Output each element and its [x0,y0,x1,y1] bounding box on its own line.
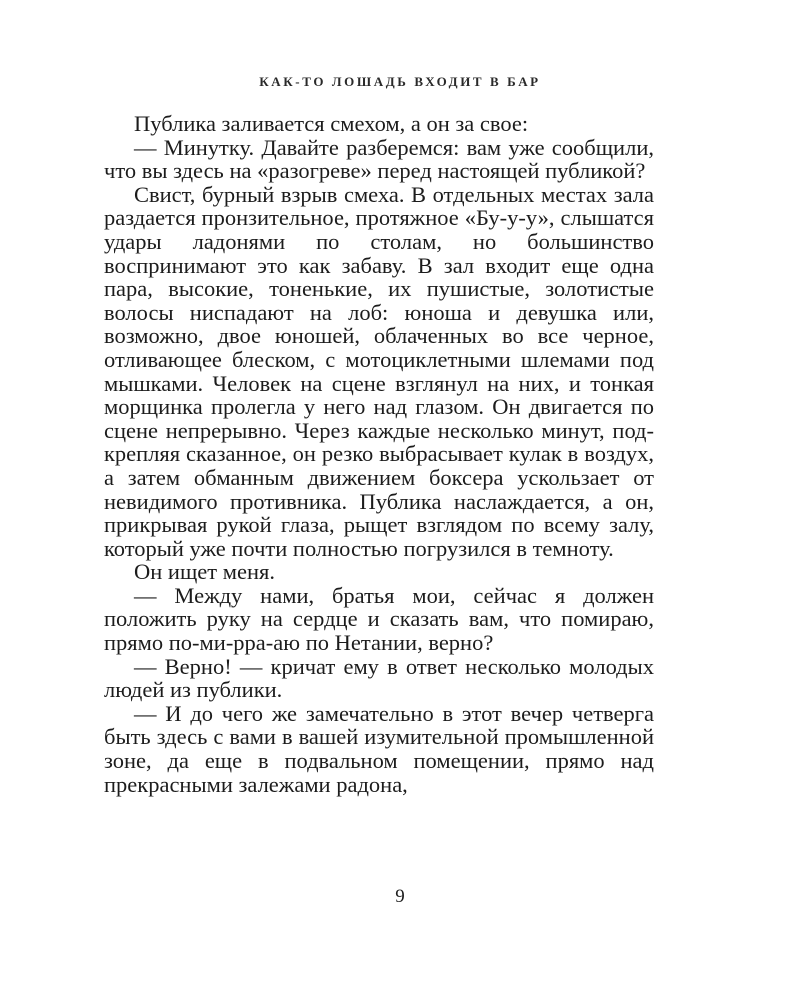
paragraph-2: — Минутку. Давайте разберемся: вам уже сообщили, что вы здесь на «разогреве» перед настоящей публикой? [104,134,654,184]
paragraph-4: Он ищет меня. [134,559,275,585]
page-number: 9 [395,886,405,907]
running-title: КАК-ТО ЛОШАДЬ ВХОДИТ В БАР [259,74,541,89]
paragraph-5: — Между нами, братья мои, сейчас я должен положить руку на сердце и сказать вам, что помираю, прямо по-ми-рра-аю по Нетании, верно? [104,582,654,656]
paragraph-6: — Верно! — кричат ему в ответ несколько молодых людей из публики. [104,653,654,703]
paragraph-1: Публика заливается смехом, а он за свое: [134,111,529,136]
page-text [104,112,654,796]
paragraph-7: — И до чего же замечательно в этот вечер четверга быть здесь с вами в вашей изумительной промышленной зоне, да еще в подвальном помещении, прямо над прекрасными залежами радона, [104,700,654,797]
paragraph-3: Свист, бурный взрыв смеха. В отдельных местах зала раздается пронзительное, протяжное «Бу-у-у», слышатся удары ладонями по столам, но большинство воспринимают это как забаву. В зал входит еще одна пара, высокие, тоненькие, их пушистые, золотистые волосы ниспадают на лоб: юноша и девушка или, возможно, двое юношей, облаченных во все черное, отливающее блеском, с мотоциклетными шлемами под мышками. Человек на сцене взглянул на них, и тонкая морщинка пролегла у него над глазом. Он двигается по сцене непрерывно. Через каждые несколько минут, подкрепляя сказанное, он резко выбрасывает кулак в воздух, а затем обманным движением боксера ускользает от невидимого противника. Публика наслаждается, а он, прикрывая рукой глаза, рыщет взглядом по всему залу, который уже почти полностью погрузился в темноту. [104,181,654,561]
